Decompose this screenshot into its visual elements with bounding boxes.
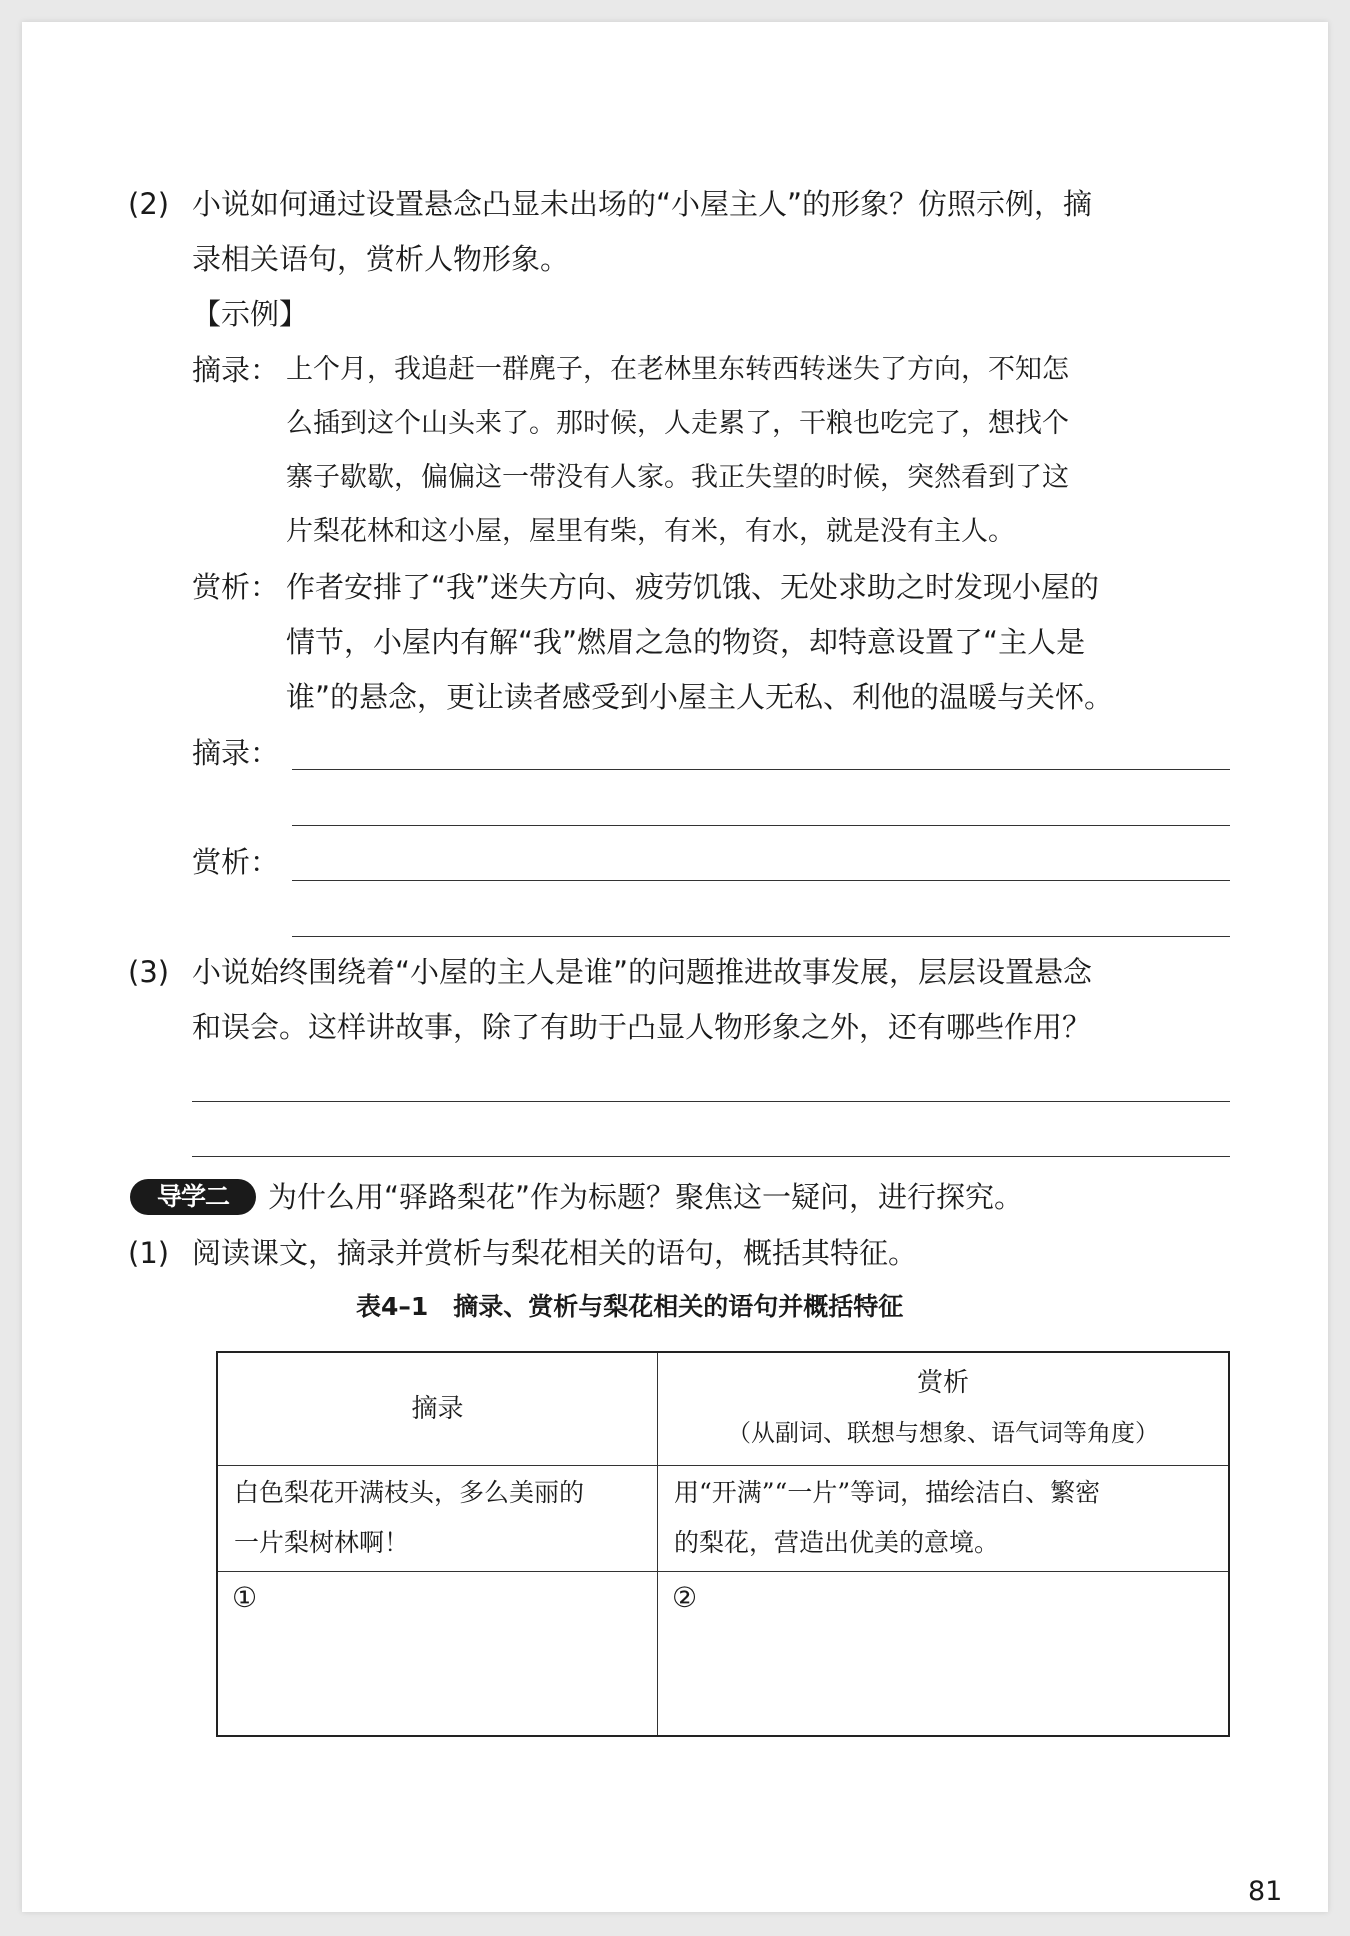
table-cell-analysis: 用“开满”“一片”等词，描绘洁白、繁密 xyxy=(674,1478,1101,1507)
example-analysis-line: 谁”的悬念，更让读者感受到小屋主人无私、利他的温暖与关怀。 xyxy=(286,680,1114,714)
table-header-excerpt: 摘录 xyxy=(411,1394,464,1424)
answer-blank-2[interactable]: ② xyxy=(672,1581,698,1614)
blank-excerpt-label: 摘录： xyxy=(192,736,280,770)
example-excerpt-label: 摘录： xyxy=(192,353,280,387)
answer-line[interactable] xyxy=(192,1156,1230,1157)
table-cell-analysis: 的梨花，营造出优美的意境。 xyxy=(674,1528,1000,1557)
answer-line[interactable] xyxy=(292,769,1230,770)
question-3-line-1: 小说始终围绕着“小屋的主人是谁”的问题推进故事发展，层层设置悬念 xyxy=(192,955,1093,989)
answer-line[interactable] xyxy=(292,936,1230,937)
answer-blank-1[interactable]: ① xyxy=(232,1581,258,1614)
table-header-analysis: 赏析 xyxy=(916,1368,969,1398)
question-3-line-2: 和误会。这样讲故事，除了有助于凸显人物形象之外，还有哪些作用？ xyxy=(192,1010,1092,1044)
question-2-line-2: 录相关语句，赏析人物形象。 xyxy=(192,242,570,276)
table-cell-excerpt: 一片梨树林啊！ xyxy=(234,1528,410,1557)
question-2-number: (2) xyxy=(128,187,170,221)
blank-analysis-label: 赏析： xyxy=(192,845,280,879)
excerpt-analysis-table xyxy=(216,1351,1230,1737)
example-analysis-line: 作者安排了“我”迷失方向、疲劳饥饿、无处求助之时发现小屋的 xyxy=(286,570,1100,604)
question-1-text: 阅读课文，摘录并赏析与梨花相关的语句，概括其特征。 xyxy=(192,1236,918,1270)
table-divider xyxy=(218,1571,1228,1572)
table-caption: 表4–1 摘录、赏析与梨花相关的语句并概括特征 xyxy=(356,1292,904,1321)
example-title: 【示例】 xyxy=(192,297,309,331)
question-3-number: (3) xyxy=(128,955,170,989)
table-header-analysis-angle: （从副词、联想与想象、语气词等角度） xyxy=(727,1419,1159,1447)
table-divider xyxy=(657,1353,658,1735)
answer-line[interactable] xyxy=(292,825,1230,826)
guide-2-text: 为什么用“驿路梨花”作为标题？聚焦这一疑问，进行探究。 xyxy=(268,1180,1024,1214)
example-excerpt-line: 片梨花林和这小屋，屋里有柴，有米，有水，就是没有主人。 xyxy=(286,516,1015,547)
example-analysis-label: 赏析： xyxy=(192,570,280,604)
example-excerpt-line: 么插到这个山头来了。那时候，人走累了，干粮也吃完了，想找个 xyxy=(286,408,1069,439)
example-excerpt-line: 寨子歇歇，偏偏这一带没有人家。我正失望的时候，突然看到了这 xyxy=(286,462,1069,493)
guide-2-badge: 导学二 xyxy=(130,1179,256,1215)
example-analysis-line: 情节，小屋内有解“我”燃眉之急的物资，却特意设置了“主人是 xyxy=(286,625,1086,659)
question-2-line-1: 小说如何通过设置悬念凸显未出场的“小屋主人”的形象？仿照示例，摘 xyxy=(192,187,1093,221)
question-1-number: (1) xyxy=(128,1236,170,1270)
workbook-page xyxy=(22,22,1328,1912)
example-excerpt-line: 上个月，我追赶一群麂子，在老林里东转西转迷失了方向，不知怎 xyxy=(286,354,1069,385)
page-number: 81 xyxy=(1248,1876,1283,1907)
answer-line[interactable] xyxy=(292,880,1230,881)
answer-line[interactable] xyxy=(192,1101,1230,1102)
table-divider xyxy=(218,1465,1228,1466)
table-cell-excerpt: 白色梨花开满枝头，多么美丽的 xyxy=(234,1478,585,1507)
